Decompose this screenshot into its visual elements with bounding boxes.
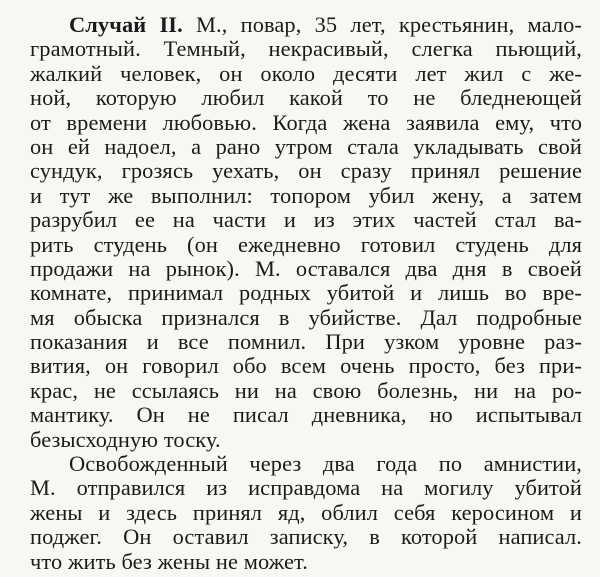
text-line: что жить без жены не может. <box>30 548 308 574</box>
text-line: комнате, принимал родных убитой и лишь во вре- <box>30 280 582 306</box>
text-line <box>30 13 582 37</box>
text-block <box>30 13 582 574</box>
text-line: поджег. Он оставил записку, в которой написал. <box>30 524 582 550</box>
text-line: ной, которую любил какой то не бледнеющей <box>30 85 582 111</box>
text-line: он ей надоел, а рано утром стала укладывать свой <box>30 133 582 159</box>
text-line: жены и здесь принял яд, облил себя керосином и <box>30 499 582 525</box>
text-line: продажи на рынок). М. оставался два дня в своей <box>30 255 582 281</box>
text-line: показания и все помнил. При узком уровне раз- <box>30 329 582 355</box>
text-line: грамотный. Темный, некрасивый, слегка пьющий, <box>30 36 582 62</box>
text-line: Освобожденный через два года по амнистии, <box>69 451 582 477</box>
text-line: от времени любовью. Когда жена заявила ему, что <box>30 109 582 135</box>
text-line: и тут же выполнил: топором убил жену, а затем <box>30 182 582 208</box>
text-line: вития, он говорил обо всем очень просто, без при- <box>30 353 582 379</box>
text-line: М. отправился из исправдома на могилу убитой <box>30 475 582 501</box>
text-line: мантику. Он не писал дневника, но испытывал <box>30 402 582 428</box>
text-line: жалкий человек, он около десяти лет жил с же- <box>30 60 582 86</box>
text-fragment: М., повар, 35 лет, крестьянин, мало- <box>182 12 582 37</box>
text-line: безысходную тоску. <box>30 426 221 452</box>
case-heading: Случай II. <box>69 12 183 37</box>
text-line: мя обыска признался в убийстве. Дал подробные <box>30 304 582 330</box>
text-line: разрубил ее на части и из этих частей стал ва- <box>30 207 582 233</box>
text-line: сундук, грозясь уехать, он сразу принял решение <box>30 158 582 184</box>
text-line: крас, не ссылаясь ни на свою болезнь, ни на ро- <box>30 377 582 403</box>
text-line: рить студень (он ежедневно готовил студень для <box>30 231 582 257</box>
